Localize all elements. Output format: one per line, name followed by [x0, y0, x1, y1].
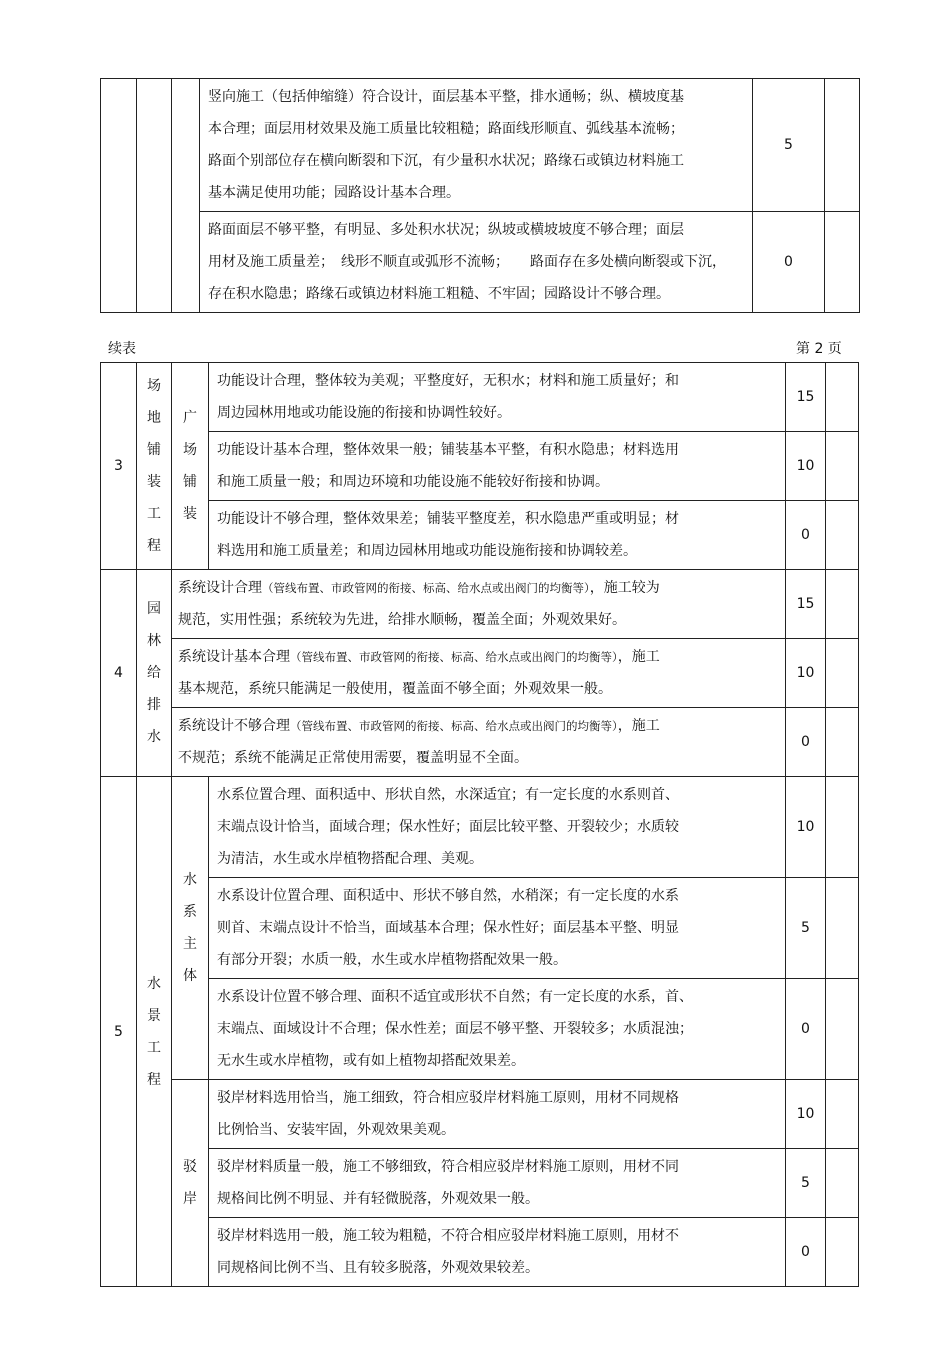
- score-cell: 10: [786, 777, 826, 878]
- blank-cell: [101, 79, 137, 313]
- category-label: 场 地 铺 装 工 程: [137, 363, 172, 570]
- top-table: [100, 78, 860, 313]
- score-cell: 5: [786, 878, 826, 979]
- criteria-text: 水系设计位置不够合理、面积不适宜或形状不自然；有一定长度的水系，首、 末端点、面域设计不合理；保水性差；面层不够平整、开裂较多；水质混浊； 无水生或水岸植物，或有如上植物却搭配效果差。: [209, 979, 786, 1080]
- page-number: 第 2 页: [796, 341, 842, 357]
- rating-cell: [826, 878, 859, 979]
- criteria-text: 驳岸材料选用一般，施工较为粗糙，不符合相应驳岸材料施工原则，用材不 同规格间比例不当、且有较多脱落，外观效果较差。: [209, 1218, 786, 1287]
- rating-cell: [826, 1218, 859, 1287]
- criteria-text: 路面面层不够平整，有明显、多处积水状况；纵坡或横坡坡度不够合理；面层 用材及施工质量差； 线形不顺直或弧形不流畅； 路面存在多处横向断裂或下沉， 存在积水隐患；路缘石或镇边材料施工粗糙、不牢固；园路设计不够合理。: [200, 212, 753, 313]
- score-cell: 0: [786, 708, 826, 777]
- score-cell: 10: [786, 432, 826, 501]
- category-label: 水 景 工 程: [137, 777, 172, 1287]
- score-cell: 15: [786, 570, 826, 639]
- blank-cell: [137, 79, 172, 313]
- score-cell: 15: [786, 363, 826, 432]
- criteria-text: 功能设计基本合理，整体效果一般；铺装基本平整，有积水隐患；材料选用 和施工质量一般；和周边环境和功能设施不能较好衔接和协调。: [209, 432, 786, 501]
- score-cell: 5: [786, 1149, 826, 1218]
- criteria-text: 驳岸材料选用恰当，施工细致，符合相应驳岸材料施工原则，用材不同规格 比例恰当、安装牢固，外观效果美观。: [209, 1080, 786, 1149]
- blank-cell: [172, 79, 200, 313]
- rating-cell: [826, 708, 859, 777]
- continuation-label: 续表: [108, 341, 136, 357]
- rating-cell: [826, 777, 859, 878]
- rating-cell: [826, 432, 859, 501]
- score-cell: 5: [753, 79, 825, 212]
- score-cell: 0: [786, 501, 826, 570]
- criteria-text: 竖向施工（包括伸缩缝）符合设计，面层基本平整，排水通畅；纵、横坡度基 本合理；面层用材效果及施工质量比较粗糙；路面线形顺直、弧线基本流畅； 路面个别部位存在横向断裂和下沉，有少量积水状况；路缘石或镇边材料施工 基本满足使用功能；园路设计基本合理。: [200, 79, 753, 212]
- score-cell: 10: [786, 1080, 826, 1149]
- rating-cell: [826, 639, 859, 708]
- criteria-text: 水系设计位置合理、面积适中、形状不够自然，水稍深；有一定长度的水系 则首、末端点设计不恰当，面域基本合理；保水性好；面层基本平整、明显 有部分开裂；水质一般，水生或水岸植物搭配效果一般。: [209, 878, 786, 979]
- criteria-text: 驳岸材料质量一般，施工不够细致，符合相应驳岸材料施工原则，用材不同 规格间比例不明显、并有轻微脱落，外观效果一般。: [209, 1149, 786, 1218]
- rating-cell: [826, 979, 859, 1080]
- rating-cell: [826, 363, 859, 432]
- subcategory-label: 广 场 铺 装: [172, 363, 209, 570]
- rating-cell: [826, 501, 859, 570]
- criteria-text: 系统设计基本合理（管线布置、市政管网的衔接、标高、给水点或出阀门的均衡等），施工 基本规范，系统只能满足一般使用，覆盖面不够全面；外观效果一般。: [172, 639, 786, 708]
- score-cell: 10: [786, 639, 826, 708]
- subcategory-label: 驳 岸: [172, 1080, 209, 1287]
- item-number: 5: [101, 777, 137, 1287]
- criteria-text: 功能设计不够合理，整体效果差；铺装平整度差，积水隐患严重或明显；材 料选用和施工质量差；和周边园林用地或功能设施衔接和协调较差。: [209, 501, 786, 570]
- rating-cell: [826, 1080, 859, 1149]
- item-number: 4: [101, 570, 137, 777]
- criteria-text: 系统设计合理（管线布置、市政管网的衔接、标高、给水点或出阀门的均衡等），施工较为 规范，实用性强；系统较为先进，给排水顺畅，覆盖全面；外观效果好。: [172, 570, 786, 639]
- rating-cell: [825, 212, 860, 313]
- rating-cell: [825, 79, 860, 212]
- score-cell: 0: [753, 212, 825, 313]
- subcategory-label: 水 系 主 体: [172, 777, 209, 1080]
- rating-cell: [826, 570, 859, 639]
- score-cell: 0: [786, 979, 826, 1080]
- rating-cell: [826, 1149, 859, 1218]
- criteria-text: 功能设计合理，整体较为美观；平整度好，无积水；材料和施工质量好；和 周边园林用地或功能设施的衔接和协调性较好。: [209, 363, 786, 432]
- item-number: 3: [101, 363, 137, 570]
- main-table: [100, 362, 859, 1287]
- category-label: 园 林 给 排 水: [137, 570, 172, 777]
- criteria-text: 水系位置合理、面积适中、形状自然，水深适宜；有一定长度的水系则首、 末端点设计恰当，面域合理；保水性好；面层比较平整、开裂较少；水质较 为清洁，水生或水岸植物搭配合理、美观。: [209, 777, 786, 878]
- score-cell: 0: [786, 1218, 826, 1287]
- criteria-text: 系统设计不够合理（管线布置、市政管网的衔接、标高、给水点或出阀门的均衡等），施工 不规范；系统不能满足正常使用需要，覆盖明显不全面。: [172, 708, 786, 777]
